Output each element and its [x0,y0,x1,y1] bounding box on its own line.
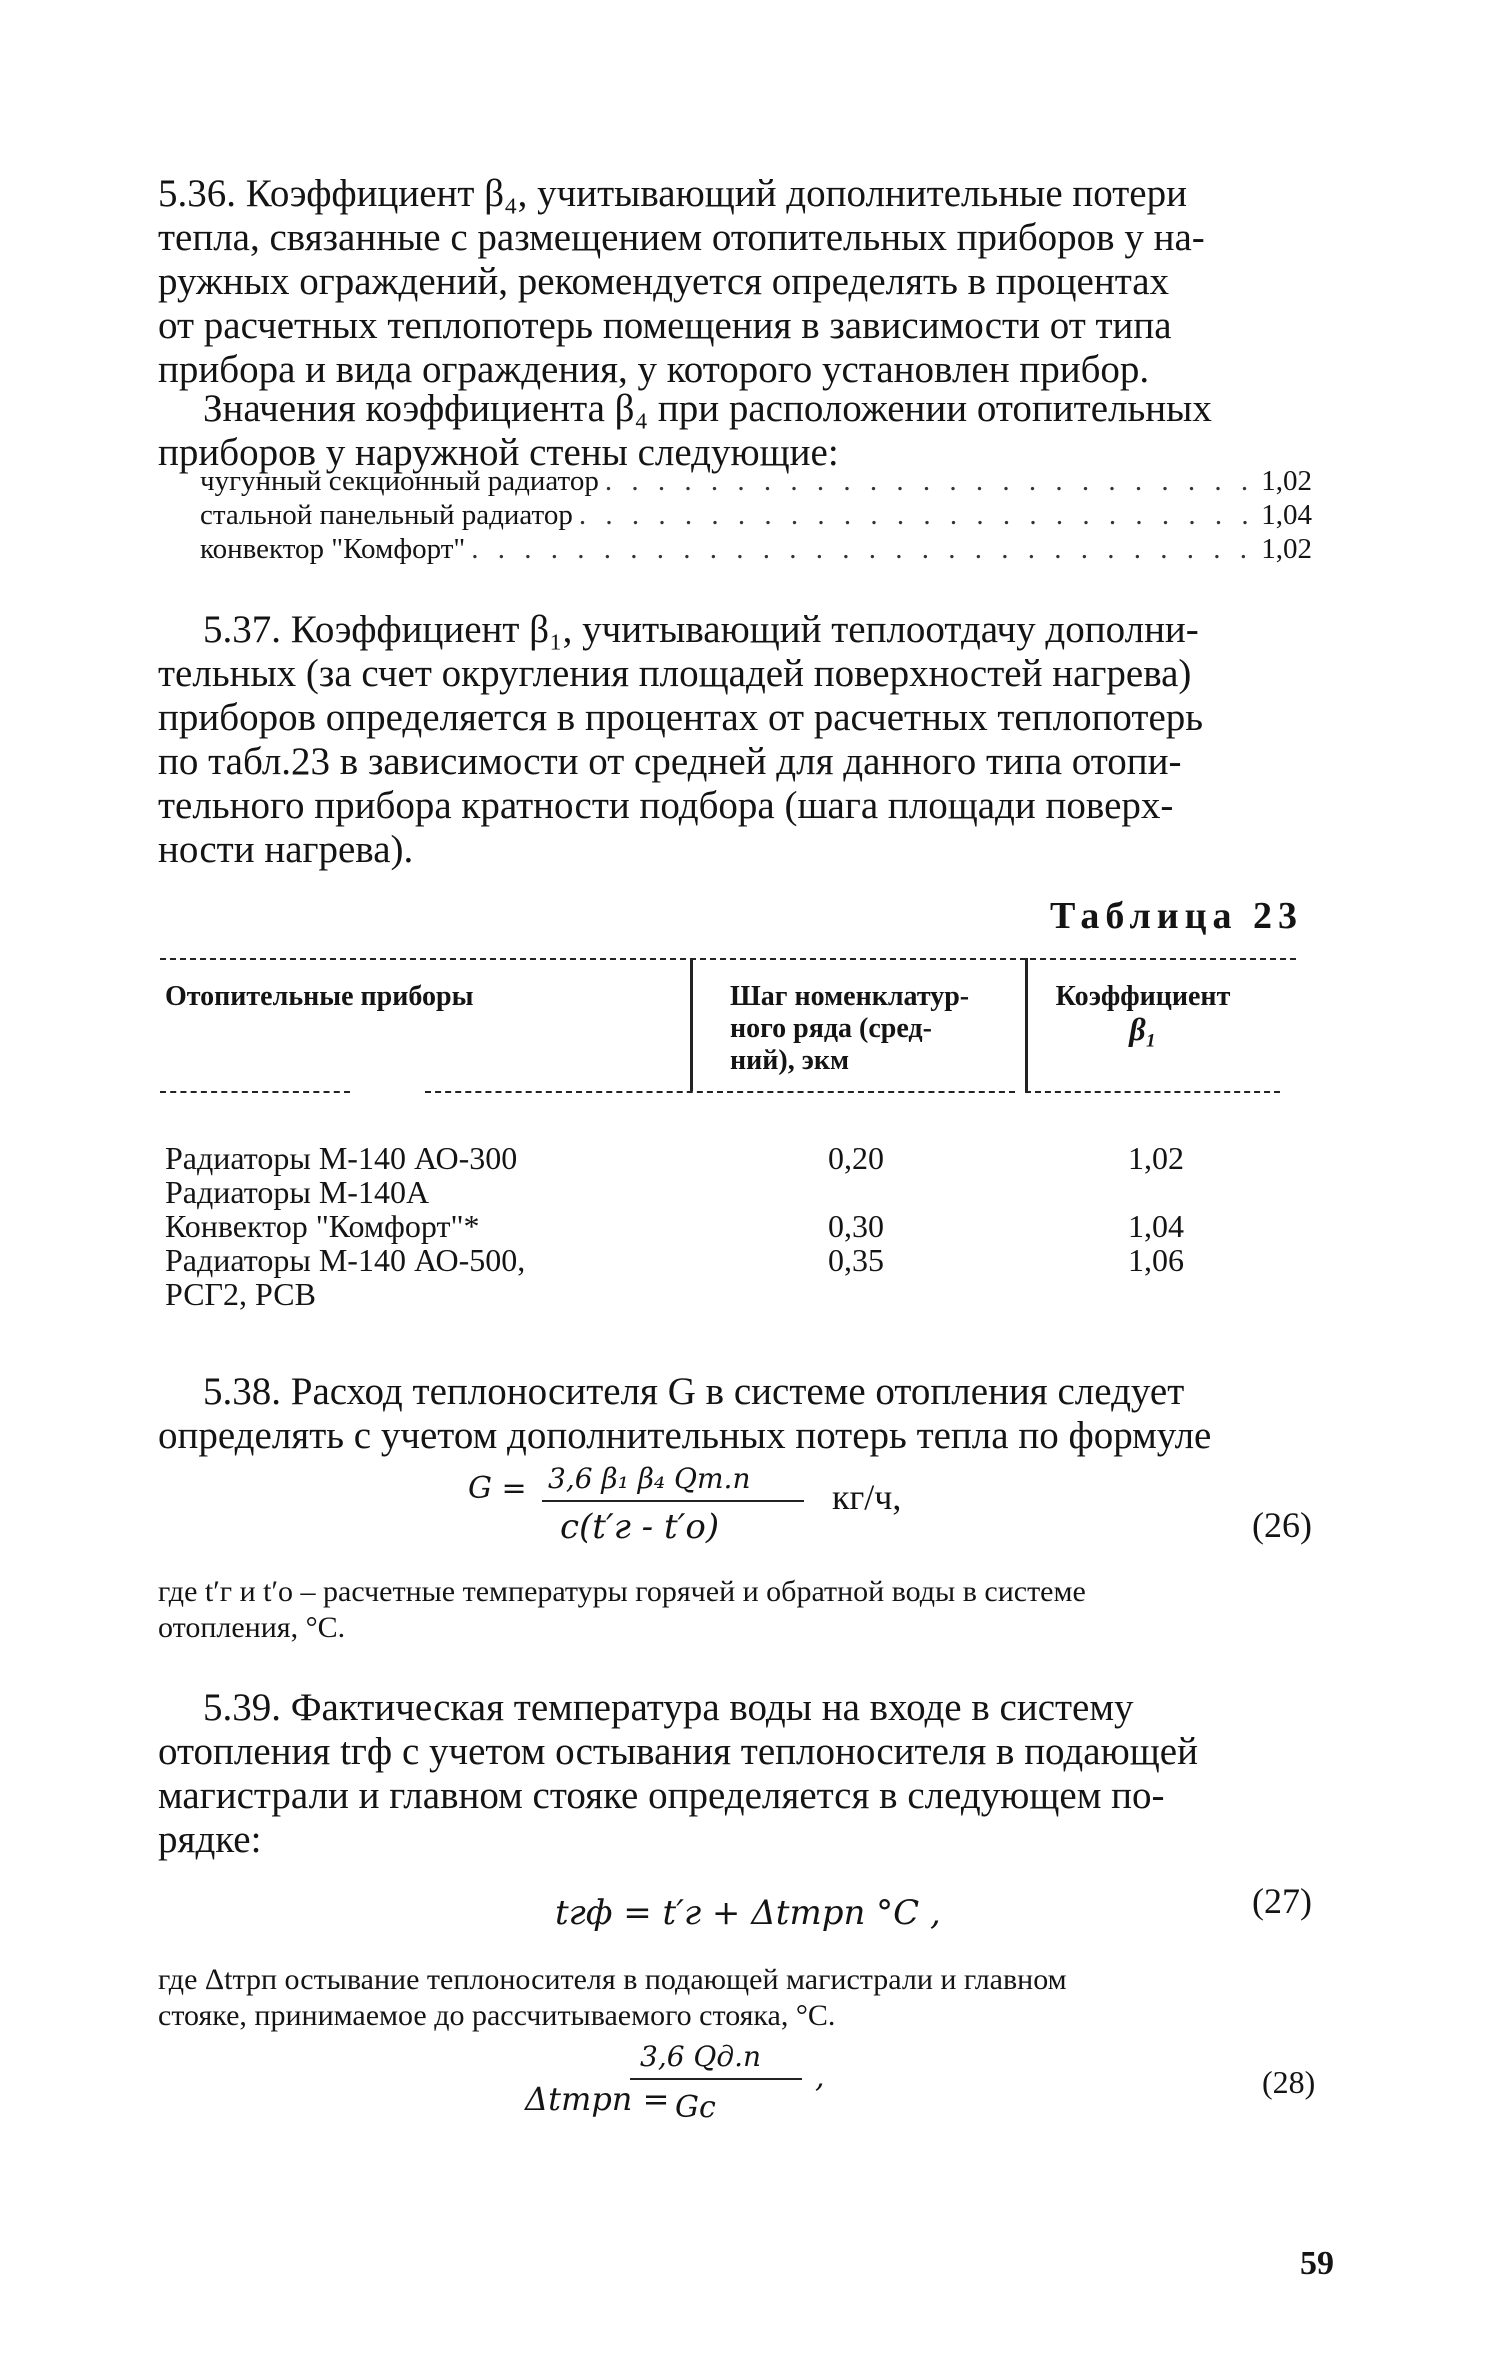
paragraph-5-38 [158,1370,1318,1458]
table-cell-step: 0,30 [828,1208,884,1244]
item-label: конвектор "Комфорт" [200,533,466,565]
text-line: 5.36. Коэффициент β₄, учитывающий дополнительные потери [158,172,1187,215]
text-line: определять с учетом дополнительных потерь тепла по формуле [158,1414,1212,1457]
table-cell-device [165,1209,480,1243]
equation-number-27: (27) [1252,1881,1312,1921]
text-line: 5.37. Коэффициент β₁, учитывающий теплоотдачу дополни- [203,608,1199,651]
table-caption: Таблица 23 [1050,895,1304,937]
table-cell-coef: 1,04 [1128,1208,1184,1244]
list-item [200,532,1312,566]
coefficient-list [200,464,1312,566]
formula-26-unit: кг/ч, [832,1477,902,1517]
text-line: где Δtтрп остывание теплоносителя в подающей магистрали и главном [158,1963,1067,1996]
list-item [200,464,1312,498]
text-line: тепла, связанные с размещением отопительных приборов у на- [158,216,1205,259]
table-cell-step: 0,35 [828,1242,884,1278]
text-line: приборов у наружной стены следующие: [158,431,839,474]
header-line: ний), экм [730,1045,850,1076]
dot-leader [605,464,1255,498]
paragraph-5-39 [158,1686,1318,1862]
column-divider [1025,958,1028,1091]
text-line: тельного прибора кратности подбора (шага площади поверх- [158,784,1174,827]
item-label: чугунный секционный радиатор [200,465,599,497]
formula-27: tгф = t′г + Δtтрп °С , [555,1893,941,1933]
text-line: по табл.23 в зависимости от средней для данного типа отопи- [158,740,1182,783]
text-line: где t′г и t′о – расчетные температуры горячей и обратной воды в системе [158,1575,1086,1608]
formula-28-lhs: Δtтрп = [525,2080,670,2118]
formula-28-numerator: 3,6 Qд.п [640,2040,762,2073]
text-line: Значения коэффициента β₄ при расположении отопительных [203,387,1212,430]
text-line: рядке: [158,1818,262,1861]
paragraph-5-36 [158,172,1318,392]
device-line: Конвектор "Комфорт"* [165,1208,480,1244]
text-line: ности нагрева). [158,828,414,871]
header-bottom-rule [425,1091,1015,1093]
header-bottom-rule [160,1091,350,1093]
formula-28-tail: , [815,2060,825,2095]
fraction-bar [630,2078,802,2080]
paragraph-5-37 [158,608,1318,872]
table-top-rule [160,958,1296,960]
formula-26-numerator: 3,6 β₁ β₄ Qт.п [548,1462,751,1495]
paragraph-5-36-intro [158,387,1318,475]
dot-leader [471,532,1255,566]
table-cell-device [165,1141,517,1209]
text-line: ружных ограждений, рекомендуется определять в процентах [158,260,1170,303]
header-coefficient [1038,981,1248,1045]
device-line: Радиаторы М-140 АО-500, [165,1242,526,1278]
table-cell-coef: 1,06 [1128,1242,1184,1278]
header-line: Шаг номенклатур- [730,981,970,1012]
text-line: прибора и вида ограждения, у которого установлен прибор. [158,348,1150,391]
text-line: стояке, принимаемое до рассчитываемого стояка, °С. [158,1999,836,2032]
header-devices: Отопительные приборы [165,981,474,1012]
item-value: 1,02 [1261,465,1312,497]
beta1-symbol: β₁ [1129,1011,1157,1047]
text-line: от расчетных теплопотерь помещения в зависимости от типа [158,304,1172,347]
item-value: 1,04 [1261,499,1312,531]
device-line: РСГ2, РСВ [165,1276,316,1312]
text-line: приборов определяется в процентах от расчетных теплопотерь [158,696,1204,739]
formula-28-denominator: Gс [675,2090,716,2125]
equation-number-28: (28) [1262,2064,1316,2100]
header-line: Коэффициент [1055,981,1231,1012]
device-line: Радиаторы М-140А [165,1174,430,1210]
equation-number-26: (26) [1252,1505,1312,1545]
table-cell-device [165,1243,525,1311]
column-divider [690,958,693,1091]
fraction-bar [542,1500,804,1502]
header-bottom-rule [1025,1091,1280,1093]
item-label: стальной панельный радиатор [200,499,573,531]
formula-26-lhs: G = [468,1471,527,1506]
text-line: 5.38. Расход теплоносителя G в системе отопления следует [203,1370,1185,1413]
page-number: 59 [1300,2245,1334,2282]
text-line: отопления, °С. [158,1611,346,1644]
item-value: 1,02 [1261,533,1312,565]
header-line: ного ряда (сред- [730,1013,932,1044]
where-26 [158,1574,1318,1646]
text-line: тельных (за счет округления площадей поверхностей нагрева) [158,652,1192,695]
text-line: магистрали и главном стояке определяется в следующем по- [158,1774,1165,1817]
where-27 [158,1962,1318,2034]
dot-leader [579,498,1255,532]
header-step [730,981,969,1077]
list-item [200,498,1312,532]
formula-26-denominator: c(t′г - t′о) [560,1507,720,1547]
device-line: Радиаторы М-140 АО-300 [165,1140,518,1176]
table-cell-coef: 1,02 [1128,1140,1184,1176]
table-cell-step: 0,20 [828,1140,884,1176]
text-line: 5.39. Фактическая температура воды на входе в систему [203,1686,1134,1729]
text-line: отопления tгф с учетом остывания теплоносителя в подающей [158,1730,1198,1773]
